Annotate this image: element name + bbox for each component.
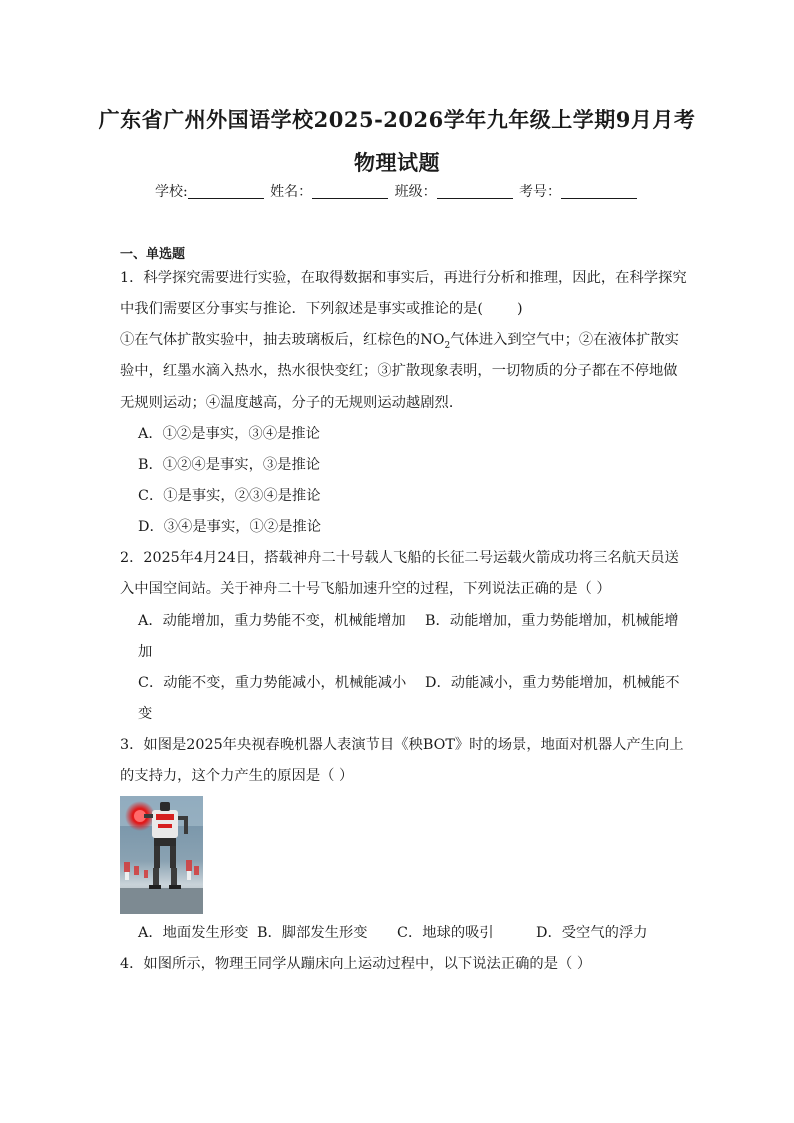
q3-line1: 3．如图是2025年央视春晚机器人表演节目《秧BOT》时的场景，地面对机器人产生向上 [120,737,684,753]
q1-option-b[interactable]: B．①②④是事实，③是推论 [138,457,321,473]
q4-line1: 4．如图所示，物理王同学从蹦床向上运动过程中，以下说法正确的是（ ） [120,956,592,972]
q1-line1: 1．科学探究需要进行实验，在取得数据和事实后，再进行分析和推理，因此，在科学探究 [120,270,687,286]
q3-line2: 的支持力，这个力产生的原因是（ ） [120,768,354,784]
q1-line4: 验中，红墨水滴入热水，热水很快变红；③扩散现象表明，一切物质的分子都在不停地做 [120,363,678,379]
id-label: 考号： [519,184,562,200]
exam-title-line1: 广东省广州外国语学校2025-2026学年九年级上学期9月月考 [98,107,696,132]
q2-line2: 入中国空间站。关于神舟二十号飞船加速升空的过程，下列说法正确的是（ ） [120,581,611,597]
q2-option-c[interactable]: C．动能不变，重力势能减小，机械能减小 [138,675,407,691]
id-blank[interactable] [561,184,637,199]
q3-option-a[interactable]: A．地面发生形变 [138,925,249,941]
q2-option-a[interactable]: A．动能增加，重力势能不变，机械能增加 [138,613,406,629]
q1-line3-text-a: ①在气体扩散实验中，抽去玻璃板后，红棕色的NO [120,332,445,348]
q1-option-a[interactable]: A．①②是事实，③④是推论 [138,426,320,442]
q1-line2 [120,299,523,319]
name-blank[interactable] [312,184,388,199]
q3-option-b[interactable]: B．脚部发生形变 [257,925,368,941]
name-label: 姓名： [270,184,313,200]
q1-line3 [120,330,679,356]
q3-option-d[interactable]: D．受空气的浮力 [536,925,648,941]
section-heading: 一、单选题 [120,247,186,262]
q2-option-d-cont: 变 [138,706,153,722]
exam-title-line2: 物理试题 [354,150,440,175]
q2-option-b[interactable]: B．动能增加，重力势能增加，机械能增 [425,613,679,629]
q2-option-d[interactable]: D．动能减小，重力势能增加，机械能不 [425,675,680,691]
q1-line5: 无规则运动；④温度越高，分子的无规则运动越剧烈． [120,395,464,411]
class-label: 班级： [394,184,437,200]
school-blank[interactable] [188,184,264,199]
q1-option-c[interactable]: C．①是事实，②③④是推论 [138,488,321,504]
class-blank[interactable] [437,184,513,199]
robot-performance-photo [120,796,203,914]
q1-line3-sub: 2 [444,340,451,351]
student-info-row [0,181,794,201]
q2-line1: 2．2025年4月24日，搭载神舟二十号载人飞船的长征二号运载火箭成功将三名航天员送 [120,550,679,566]
q1-line2-paren: ) [517,301,523,317]
q2-option-b-cont: 加 [138,644,153,660]
school-label: 学校: [154,184,188,200]
q1-option-d[interactable]: D．③④是事实，①②是推论 [138,519,322,535]
q3-option-c[interactable]: C．地球的吸引 [397,925,494,941]
q1-line3-text-b: 气体进入到空气中；②在液体扩散实 [450,332,679,348]
q1-line2-text: 中我们需要区分事实与推论．下列叙述是事实或推论的是( [120,301,483,317]
